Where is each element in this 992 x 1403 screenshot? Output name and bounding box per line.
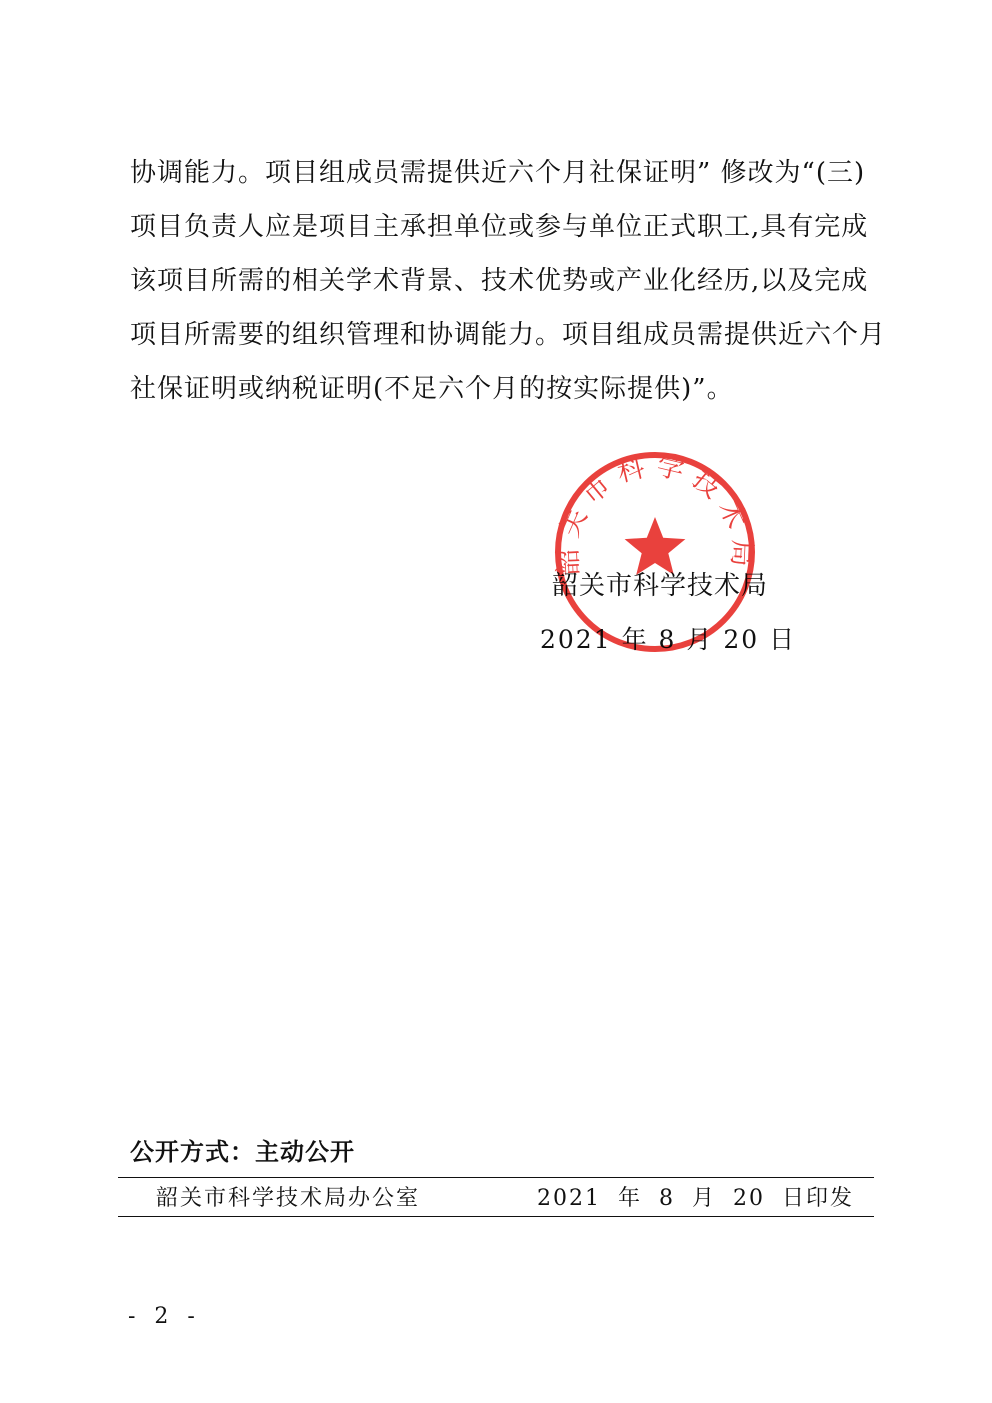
signature-org: 韶关市科学技术局 [551,571,768,601]
star-icon [625,517,686,575]
body-line: 协调能力。项目组成员需提供近六个月社保证明” 修改为“(三) [130,158,866,188]
footer-date: 2021 年 8 月 20 日印发 [537,1186,854,1211]
footer-bottom-rule [118,1216,874,1217]
body-text [130,152,887,422]
footer-issuer: 韶关市科学技术局办公室 [156,1186,421,1211]
disclosure-method: 公开方式：主动公开 [130,1138,355,1166]
body-line: 该项目所需的相关学术背景、技术优势或产业化经历,以及完成 [130,266,869,296]
body-line: 项目负责人应是项目主承担单位或参与单位正式职工,具有完成 [130,212,869,242]
signature-date: 2021 年 8 月 20 日 [540,625,797,654]
official-seal [552,449,758,655]
seal-text: 韶关市科学技术局 [552,450,758,577]
page-number: - 2 - [128,1304,201,1329]
body-line: 社保证明或纳税证明(不足六个月的按实际提供)”。 [130,374,734,404]
footer-top-rule [118,1177,874,1178]
body-line: 项目所需要的组织管理和协调能力。项目组成员需提供近六个月 [130,320,887,350]
